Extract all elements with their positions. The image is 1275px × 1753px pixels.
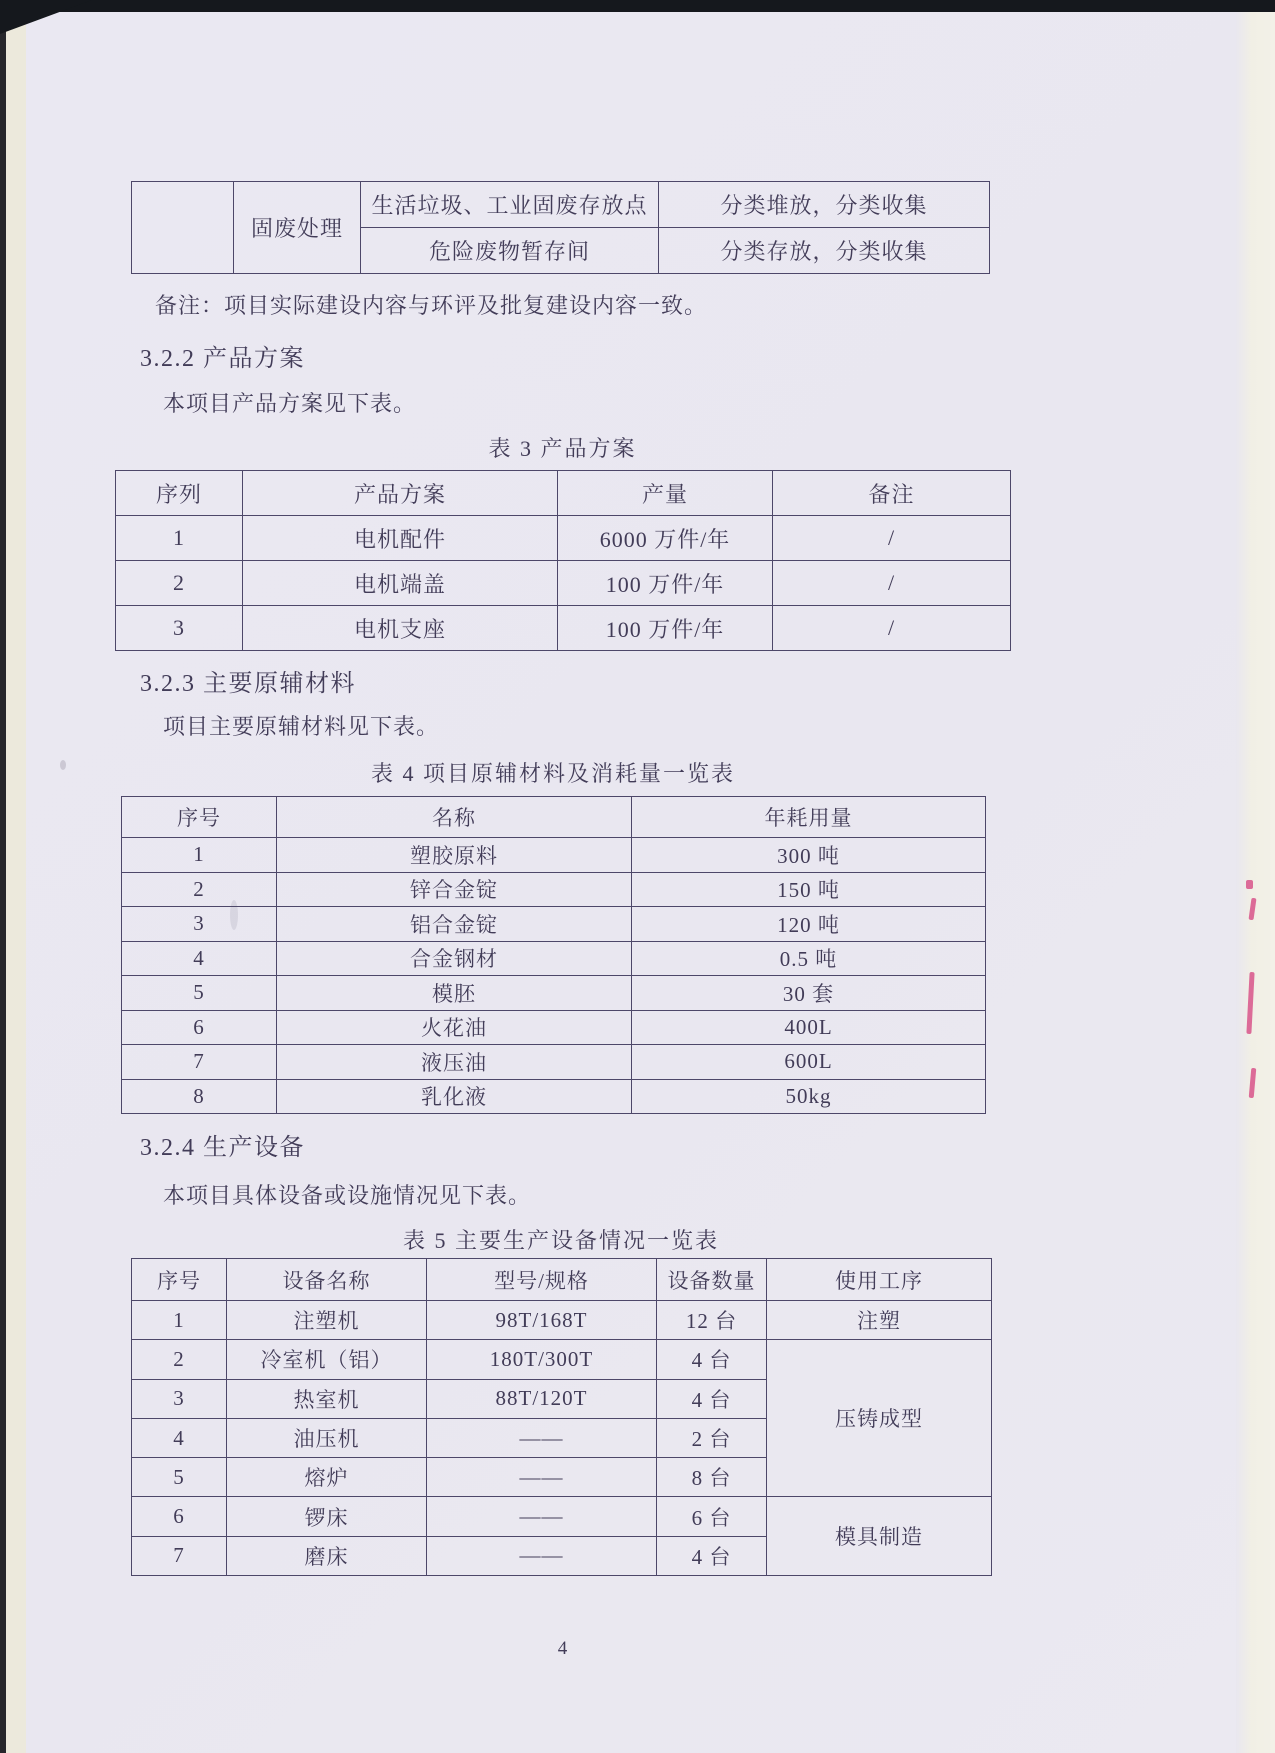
table-cell: 30 套	[632, 976, 986, 1011]
table-cell: 3	[132, 1379, 227, 1418]
table-cell: 乳化液	[277, 1079, 632, 1114]
table-cell: 模胚	[277, 976, 632, 1011]
table-cell: 2	[116, 561, 243, 606]
scan-edge-left-shadow	[0, 0, 6, 1753]
table-cell: ——	[427, 1497, 657, 1536]
table-cell: 1	[116, 516, 243, 561]
table-cell: 熔炉	[227, 1458, 427, 1497]
scan-edge-top-shadow	[0, 0, 1275, 12]
table-cell: ——	[427, 1418, 657, 1457]
table3-title: 表 3 产品方案	[488, 436, 637, 461]
table-cell: 3	[122, 907, 277, 942]
table-cell: 98T/168T	[427, 1301, 657, 1340]
table-cell: /	[773, 606, 1011, 651]
section-intro-3-2-2: 本项目产品方案见下表。	[163, 391, 417, 416]
table5-title: 表 5 主要生产设备情况一览表	[402, 1228, 719, 1253]
table-cell: 8 台	[657, 1458, 767, 1497]
table-cell: 4 台	[657, 1536, 767, 1575]
table-cell: 生活垃圾、工业固废存放点	[361, 182, 659, 228]
table-cell: 合金钢材	[277, 941, 632, 976]
process-cell: 注塑	[767, 1301, 992, 1340]
table-cell: 400L	[632, 1010, 986, 1045]
empty-cell	[132, 182, 234, 274]
table-cell: 磨床	[227, 1536, 427, 1575]
table-cell: 3	[116, 606, 243, 651]
section-heading-3-2-2: 3.2.2 产品方案	[140, 346, 305, 372]
table-cell: 铝合金锭	[277, 907, 632, 942]
column-header: 备注	[773, 471, 1011, 516]
table-cell: 电机支座	[243, 606, 558, 651]
table-cell: 塑胶原料	[277, 838, 632, 873]
section-heading-3-2-4: 3.2.4 生产设备	[140, 1135, 305, 1161]
column-header: 序列	[116, 471, 243, 516]
solid-waste-table	[131, 181, 990, 274]
table-cell: 油压机	[227, 1418, 427, 1457]
column-header: 年耗用量	[632, 797, 986, 838]
table-cell: ——	[427, 1458, 657, 1497]
process-cell: 模具制造	[767, 1497, 992, 1576]
note-line: 备注：项目实际建设内容与环评及批复建设内容一致。	[155, 293, 708, 318]
table-cell: 锌合金锭	[277, 872, 632, 907]
section-intro-3-2-4: 本项目具体设备或设施情况见下表。	[163, 1183, 532, 1208]
scan-edge-left-paper	[6, 0, 26, 1753]
table-cell: 2	[132, 1340, 227, 1379]
waste-group-cell: 固废处理	[234, 182, 361, 274]
table-cell: 12 台	[657, 1301, 767, 1340]
table-cell: 6 台	[657, 1497, 767, 1536]
table-cell: 锣床	[227, 1497, 427, 1536]
table-cell: 热室机	[227, 1379, 427, 1418]
table-cell: 4 台	[657, 1379, 767, 1418]
product-plan-table	[115, 470, 1011, 651]
table-cell: 6	[132, 1497, 227, 1536]
table-cell: 6	[122, 1010, 277, 1045]
table-cell: ——	[427, 1536, 657, 1575]
table-cell: 300 吨	[632, 838, 986, 873]
table-cell: 100 万件/年	[558, 561, 773, 606]
table-cell: 液压油	[277, 1045, 632, 1080]
table-cell: 600L	[632, 1045, 986, 1080]
table-cell: /	[773, 516, 1011, 561]
column-header: 名称	[277, 797, 632, 838]
table-cell: 冷室机（铝）	[227, 1340, 427, 1379]
equipment-table	[131, 1258, 992, 1576]
table-cell: 1	[122, 838, 277, 873]
table-cell: 50kg	[632, 1079, 986, 1114]
page-number: 4	[557, 1638, 568, 1659]
red-ink-mark	[1246, 880, 1253, 889]
table-cell: 180T/300T	[427, 1340, 657, 1379]
table-cell: 100 万件/年	[558, 606, 773, 651]
table-cell: 0.5 吨	[632, 941, 986, 976]
table-cell: 分类存放，分类收集	[659, 228, 990, 274]
column-header: 序号	[122, 797, 277, 838]
column-header: 使用工序	[767, 1259, 992, 1301]
process-cell: 压铸成型	[767, 1340, 992, 1497]
table-cell: 1	[132, 1301, 227, 1340]
table-cell: 4	[122, 941, 277, 976]
table-cell: 150 吨	[632, 872, 986, 907]
column-header: 产量	[558, 471, 773, 516]
table-cell: 88T/120T	[427, 1379, 657, 1418]
table-cell: 120 吨	[632, 907, 986, 942]
column-header: 设备数量	[657, 1259, 767, 1301]
table-cell: 7	[132, 1536, 227, 1575]
section-intro-3-2-3: 项目主要原辅材料见下表。	[163, 714, 440, 739]
table-cell: 6000 万件/年	[558, 516, 773, 561]
table-cell: 2	[122, 872, 277, 907]
table-cell: 8	[122, 1079, 277, 1114]
table-cell: /	[773, 561, 1011, 606]
table-cell: 电机端盖	[243, 561, 558, 606]
table-cell: 5	[122, 976, 277, 1011]
table-cell: 电机配件	[243, 516, 558, 561]
table-cell: 4	[132, 1418, 227, 1457]
raw-materials-table	[121, 796, 986, 1114]
column-header: 型号/规格	[427, 1259, 657, 1301]
column-header: 产品方案	[243, 471, 558, 516]
table-cell: 2 台	[657, 1418, 767, 1457]
section-heading-3-2-3: 3.2.3 主要原辅材料	[140, 671, 356, 697]
table-cell: 5	[132, 1458, 227, 1497]
table-cell: 危险废物暂存间	[361, 228, 659, 274]
table-cell: 4 台	[657, 1340, 767, 1379]
table4-title: 表 4 项目原辅材料及消耗量一览表	[370, 761, 735, 786]
scan-speck	[60, 760, 66, 770]
table-cell: 火花油	[277, 1010, 632, 1045]
table-cell: 7	[122, 1045, 277, 1080]
table-cell: 分类堆放，分类收集	[659, 182, 990, 228]
column-header: 设备名称	[227, 1259, 427, 1301]
column-header: 序号	[132, 1259, 227, 1301]
scan-edge-right-paper	[1236, 0, 1275, 1753]
table-cell: 注塑机	[227, 1301, 427, 1340]
